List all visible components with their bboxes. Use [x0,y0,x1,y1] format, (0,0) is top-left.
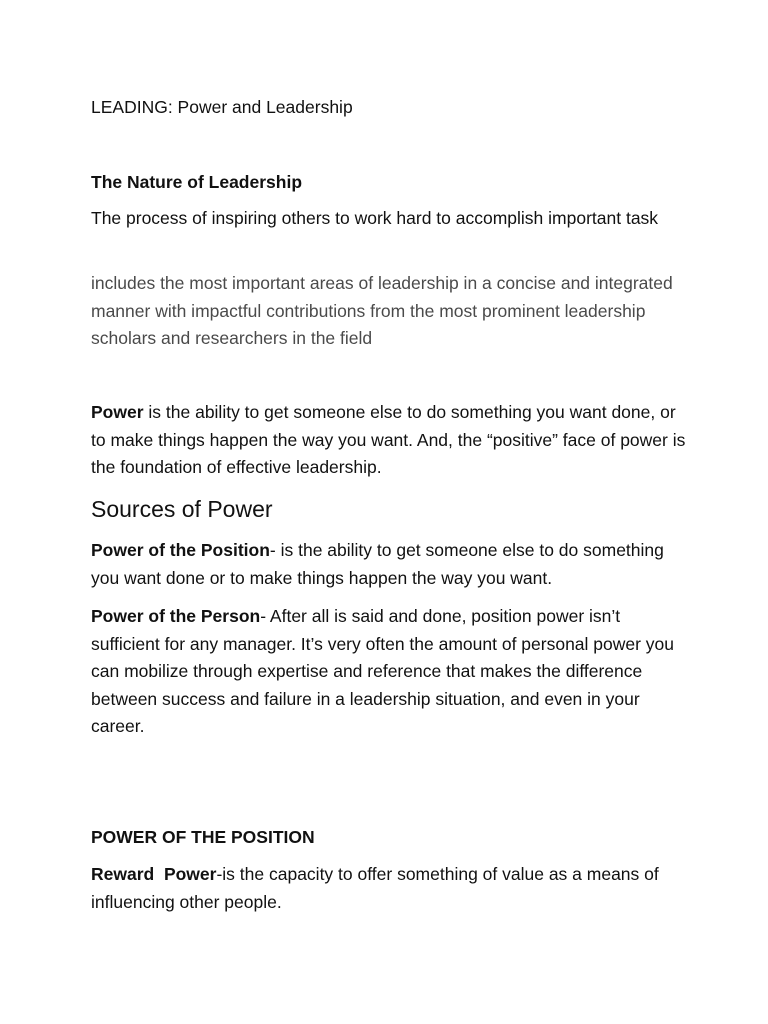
power-of-position-paragraph [91,537,691,592]
sources-of-power-heading: Sources of Power [91,496,273,522]
power-of-person-text: - After all is said and done, position power isn’t sufficient for any manager. It’s very often the amount of personal power you can mobilize through expertise and reference that makes the difference between success and failure in a leadership situation, and even in your career. [91,606,675,736]
power-of-position-text: - is the ability to get someone else to do something you want done or to make things happen the way you want. [91,540,664,588]
reward-power-paragraph [91,861,691,916]
leadership-description: includes the most important areas of leadership in a concise and integrated manner with impactful contributions from the most prominent leadership scholars and researchers in the field [91,273,673,348]
reward-power-text: -is the capacity to offer something of value as a means of influencing other people. [91,864,659,912]
power-of-the-position-heading: POWER OF THE POSITION [91,827,315,847]
power-paragraph [91,399,691,482]
document-title: LEADING: Power and Leadership [91,97,353,117]
power-term: Power [91,402,144,422]
leadership-definition: The process of inspiring others to work hard to accomplish important task [91,208,659,228]
nature-of-leadership-heading: The Nature of Leadership [91,172,303,192]
power-of-position-term: Power of the Position [91,540,270,560]
reward-power-term: Reward Power [91,864,217,884]
power-of-person-term: Power of the Person [91,606,261,626]
power-of-person-paragraph [91,603,691,741]
power-text: is the ability to get someone else to do something you want done, or to make things happen the way you want. And, the “positive” face of power is the foundation of effective leadership. [91,402,686,477]
